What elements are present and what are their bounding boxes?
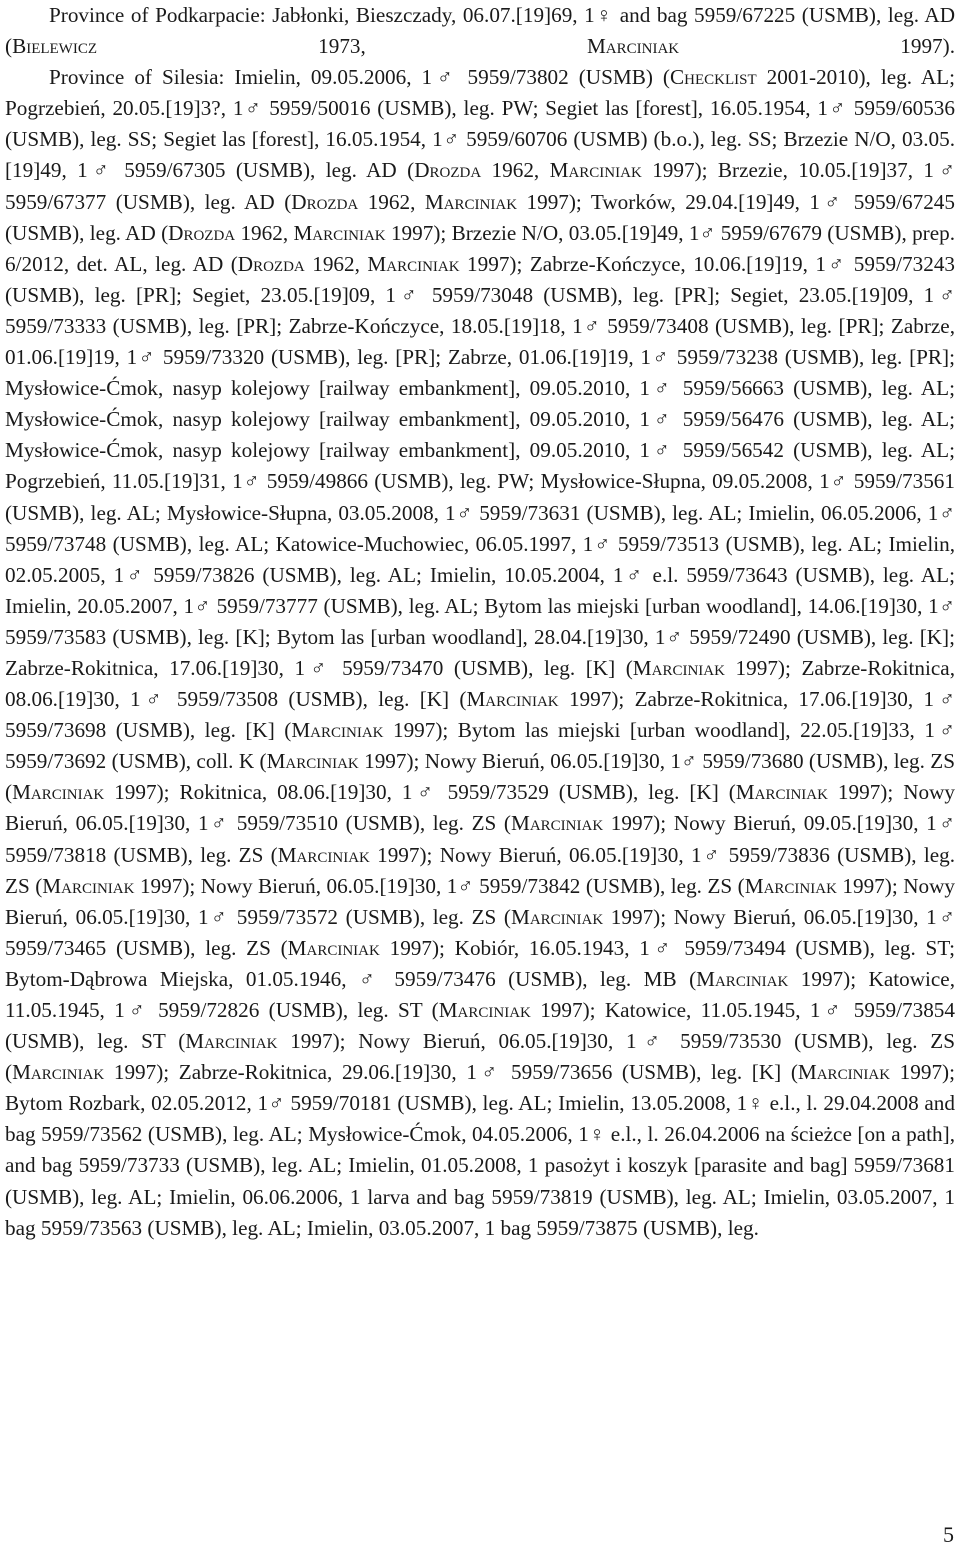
paragraph-silesia: Province of Silesia: Imielin, 09.05.2006, 1♂ 5959/73802 (USMB) (Checklist 2001-2010), leg. AL; Pogrzebień, 20.05.[19]3?, 1♂ 5959/50016 (USMB), leg. PW; Segiet las [forest], 16.05.1954, 1♂ 5959/60536 (USMB), leg. SS; Segiet las [forest], 16.05.1954, 1♂ 5959/60706 (USMB) (b.o.), leg. SS; Brzezie N/O, 03.05.[19]49, 1♂ 5959/67305 (USMB), leg. AD (Drozda 1962, Marciniak 1997); Brzezie, 10.05.[19]37, 1♂ 5959/67377 (USMB), leg. AD (Drozda 1962, Marciniak 1997); Tworków, 29.04.[19]49, 1♂ 5959/67245 (USMB), leg. AD (Drozda 1962, Marciniak 1997); Brzezie N/O, 03.05.[19]49, 1♂ 5959/67679 (USMB), prep. 6/2012, det. AL, leg. AD (Drozda 1962, Marciniak 1997); Zabrze-Kończyce, 10.06.[19]19, 1♂ 5959/73243 (USMB), leg. [PR]; Segiet, 23.05.[19]09, 1♂ 5959/73048 (USMB), leg. [PR]; Segiet, 23.05.[19]09, 1♂ 5959/73333 (USMB), leg. [PR]; Zabrze-Kończyce, 18.05.[19]18, 1♂ 5959/73408 (USMB), leg. [PR]; Zabrze, 01.06.[19]19, 1♂ 5959/73320 (USMB), leg. [PR]; Zabrze, 01.06.[19]19, 1♂ 5959/73238 (USMB), leg. [PR]; Mysłowice-Ćmok, nasyp kolejowy [railway embankment], 09.05.2010, 1♂ 5959/56663 (USMB), leg. AL; Mysłowice-Ćmok, nasyp kolejowy [railway embankment], 09.05.2010, 1♂ 5959/56476 (USMB), leg. AL; Mysłowice-Ćmok, nasyp kolejowy [railway embankment], 09.05.2010, 1♂ 5959/56542 (USMB), leg. AL; Pogrzebień, 11.05.[19]31, 1♂ 5959/49866 (USMB), leg. PW; Mysłowice-Słupna, 09.05.2008, 1♂ 5959/73561 (USMB), leg. AL; Mysłowice-Słupna, 03.05.2008, 1♂ 5959/73631 (USMB), leg. AL; Imielin, 06.05.2006, 1♂ 5959/73748 (USMB), leg. AL; Katowice-Muchowiec, 06.05.1997, 1♂ 5959/73513 (USMB), leg. AL; Imielin, 02.05.2005, 1♂ 5959/73826 (USMB), leg. AL; Imielin, 10.05.2004, 1♂ e.l. 5959/73643 (USMB), leg. AL; Imielin, 20.05.2007, 1♂ 5959/73777 (USMB), leg. AL; Bytom las miejski [urban woodland], 14.06.[19]30, 1♂ 5959/73583 (USMB), leg. [K]; Bytom las [urban woodland], 28.04.[19]30, 1♂ 5959/72490 (USMB), leg. [K]; Zabrze-Rokitnica, 17.06.[19]30, 1♂ 5959/73470 (USMB), leg. [K] (Marciniak 1997); Zabrze-Rokitnica, 08.06.[19]30, 1♂ 5959/73508 (USMB), leg. [K] (Marciniak 1997); Zabrze-Rokitnica, 17.06.[19]30, 1♂ 5959/73698 (USMB), leg. [K] (Marciniak 1997); Bytom las miejski [urban woodland], 22.05.[19]33, 1♂ 5959/73692 (USMB), coll. K (Marciniak 1997); Nowy Bieruń, 06.05.[19]30, 1♂ 5959/73680 (USMB), leg. ZS (Marciniak 1997); Rokitnica, 08.06.[19]30, 1♂ 5959/73529 (USMB), leg. [K] (Marciniak 1997); Nowy Bieruń, 06.05.[19]30, 1♂ 5959/73510 (USMB), leg. ZS (Marciniak 1997); Nowy Bieruń, 09.05.[19]30, 1♂ 5959/73818 (USMB), leg. ZS (Marciniak 1997); Nowy Bieruń, 06.05.[19]30, 1♂ 5959/73836 (USMB), leg. ZS (Marciniak 1997); Nowy Bieruń, 06.05.[19]30, 1♂ 5959/73842 (USMB), leg. ZS (Marciniak 1997); Nowy Bieruń, 06.05.[19]30, 1♂ 5959/73572 (USMB), leg. ZS (Marciniak 1997); Nowy Bieruń, 06.05.[19]30, 1♂ 5959/73465 (USMB), leg. ZS (Marciniak 1997); Kobiór, 16.05.1943, 1♂ 5959/73494 (USMB), leg. ST; Bytom-Dąbrowa Miejska, 01.05.1946, ♂ 5959/73476 (USMB), leg. MB (Marciniak 1997); Katowice, 11.05.1945, 1♂ 5959/72826 (USMB), leg. ST (Marciniak 1997); Katowice, 11.05.1945, 1♂ 5959/73854 (USMB), leg. ST (Marciniak 1997); Nowy Bieruń, 06.05.[19]30, 1♂ 5959/73530 (USMB), leg. ZS (Marciniak 1997); Zabrze-Rokitnica, 29.06.[19]30, 1♂ 5959/73656 (USMB), leg. [K] (Marciniak 1997); Bytom Rozbark, 02.05.2012, 1♂ 5959/70181 (USMB), leg. AL; Imielin, 13.05.2008, 1♀ e.l., l. 29.04.2008 and bag 5959/73562 (USMB), leg. AL; Mysłowice-Ćmok, 04.05.2006, 1♀ e.l., l. 26.04.2006 na ścieżce [on a path], and bag 5959/73733 (USMB), leg. AL; Imielin, 01.05.2008, 1 pasożyt i koszyk [parasite and bag] 5959/73681 (USMB), leg. AL; Imielin, 06.06.2006, 1 larva and bag 5959/73819 (USMB), leg. AL; Imielin, 03.05.2007, 1 bag 5959/73563 (USMB), leg. AL; Imielin, 03.05.2007, 1 bag 5959/73875 (USMB), leg. [5,65,956,1240]
author-name: Marciniak [424,189,518,214]
author-name: Marciniak [291,718,384,743]
author-name: Marciniak [549,158,642,183]
body-text [5,0,955,1244]
author-name: Marciniak [12,780,105,805]
author-name: Marciniak [293,220,386,245]
author-name: Marciniak [266,749,359,774]
author-name: Marciniak [632,655,725,680]
author-name: Marciniak [12,1060,105,1085]
author-name: Marciniak [744,873,837,898]
page-number: 5 [943,1522,954,1547]
author-name: Bielewicz [12,34,97,59]
author-name: Marciniak [277,842,370,867]
author-name: Marciniak [185,1029,278,1054]
author-name: Marciniak [696,966,789,991]
author-name: Drozda [168,220,236,245]
author-name: Drozda [414,158,482,183]
author-name: Marciniak [42,873,135,898]
author-name: Checklist [670,65,757,90]
author-name: Marciniak [287,935,380,960]
author-name: Marciniak [586,34,680,59]
author-name: Marciniak [438,998,531,1022]
author-name: Marciniak [735,780,828,805]
author-name: Marciniak [511,811,604,836]
author-name: Marciniak [466,687,559,712]
author-name: Marciniak [797,1060,891,1085]
author-name: Drozda [237,251,305,276]
author-name: Marciniak [367,251,460,276]
author-name: Drozda [291,189,359,214]
author-name: Marciniak [511,904,604,929]
paragraph-podkarpacie: Province of Podkarpacie: Jabłonki, Bieszczady, 06.07.[19]69, 1♀ and bag 5959/67225 (USMB), leg. AD (Bielewicz 1973, Marciniak 1997). [5,3,955,59]
